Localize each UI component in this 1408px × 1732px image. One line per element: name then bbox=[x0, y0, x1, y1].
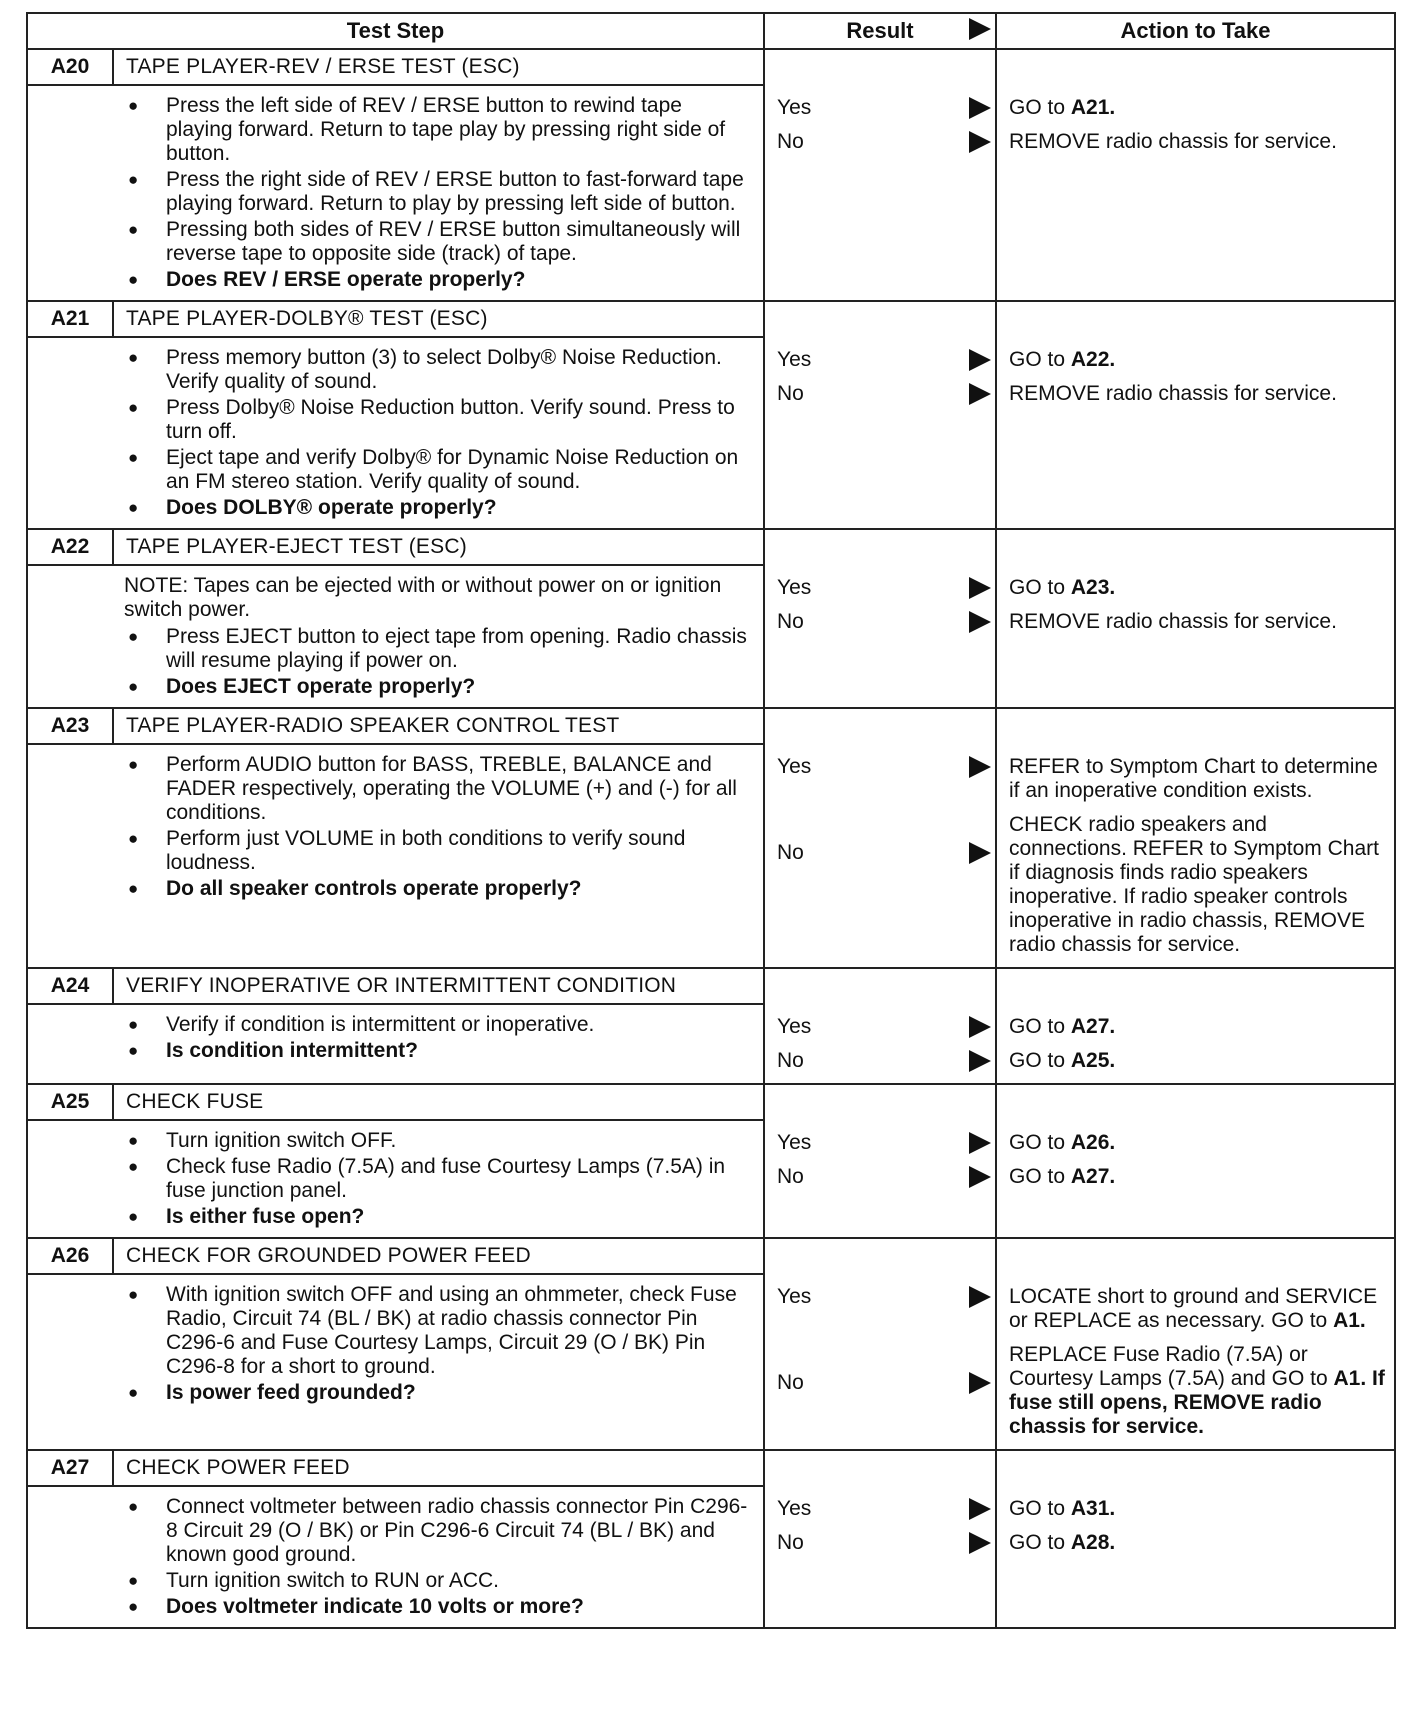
table-row bbox=[27, 1238, 1395, 1450]
result-cell bbox=[764, 1450, 996, 1628]
result-cell bbox=[764, 1084, 996, 1238]
diagnostic-table-sheet bbox=[26, 12, 1394, 1629]
result-cell bbox=[764, 301, 996, 529]
test-step-cell bbox=[27, 49, 764, 301]
result-cell bbox=[764, 49, 996, 301]
action-no-text: REMOVE radio chassis for service. bbox=[1009, 382, 1337, 405]
action-no-text: GO to bbox=[1009, 1049, 1071, 1072]
result-yes bbox=[765, 348, 995, 372]
action-yes-text: GO to bbox=[1009, 576, 1071, 599]
action-no-step-ref: A28. bbox=[1070, 1531, 1116, 1554]
arrow-right-icon bbox=[969, 1132, 991, 1154]
action-no-text: GO to bbox=[1009, 1165, 1071, 1188]
action-yes-step-ref: A31. bbox=[1070, 1497, 1116, 1520]
action-yes bbox=[997, 1131, 1394, 1155]
action-yes bbox=[997, 1015, 1394, 1039]
table-header-row bbox=[27, 13, 1395, 49]
action-no bbox=[997, 610, 1394, 634]
action-no bbox=[997, 382, 1394, 406]
step-bullet: ● Connect voltmeter between radio chassis connector Pin C296-8 Circuit 29 (O / BK) or Pin C296-6 Circuit 74 (BL / BK) and known good ground. bbox=[128, 1495, 749, 1567]
step-body bbox=[28, 338, 763, 528]
action-no-text: REPLACE Fuse Radio (7.5A) or Courtesy Lamps (7.5A) and GO to bbox=[1009, 1343, 1334, 1390]
arrow-right-icon bbox=[969, 842, 991, 864]
result-yes bbox=[765, 96, 995, 120]
arrow-right-icon bbox=[969, 611, 991, 633]
step-body bbox=[28, 86, 763, 300]
test-step-cell bbox=[27, 529, 764, 708]
arrow-right-icon bbox=[969, 1286, 991, 1308]
step-header bbox=[28, 530, 763, 566]
result-no bbox=[765, 1165, 995, 1189]
action-yes-step-ref: A21. bbox=[1070, 96, 1116, 119]
result-cell bbox=[764, 529, 996, 708]
step-header bbox=[28, 969, 763, 1005]
table-row bbox=[27, 708, 1395, 968]
action-yes-step-ref: A27. bbox=[1070, 1015, 1116, 1038]
result-no bbox=[765, 841, 995, 865]
step-bullet: ● Eject tape and verify Dolby® for Dynamic Noise Reduction on an FM stereo station. Verify quality of sound. bbox=[128, 446, 749, 494]
step-body bbox=[28, 1275, 763, 1413]
step-header bbox=[28, 302, 763, 338]
step-bullet: ● Press memory button (3) to select Dolby® Noise Reduction. Verify quality of sound. bbox=[128, 346, 749, 394]
action-no bbox=[997, 130, 1394, 154]
result-no-label: No bbox=[777, 1531, 804, 1554]
arrow-right-icon bbox=[969, 1372, 991, 1394]
result-no-label: No bbox=[777, 841, 804, 864]
step-body bbox=[28, 1487, 763, 1627]
table-row bbox=[27, 1450, 1395, 1628]
result-no-label: No bbox=[777, 1049, 804, 1072]
arrow-right-icon bbox=[969, 383, 991, 405]
step-title: CHECK FOR GROUNDED POWER FEED bbox=[126, 1244, 531, 1267]
step-header bbox=[28, 1451, 763, 1487]
step-header bbox=[28, 1085, 763, 1121]
action-no-text: REMOVE radio chassis for service. bbox=[1009, 610, 1337, 633]
step-question: ● Does EJECT operate properly? bbox=[128, 675, 749, 699]
step-title: TAPE PLAYER-EJECT TEST (ESC) bbox=[126, 535, 467, 558]
result-no bbox=[765, 1049, 995, 1073]
arrow-right-icon bbox=[969, 97, 991, 119]
action-no-text: REMOVE radio chassis for service. bbox=[1009, 130, 1337, 153]
header-action: Action to Take bbox=[996, 13, 1395, 49]
action-cell bbox=[996, 301, 1395, 529]
arrow-right-icon bbox=[969, 18, 991, 40]
step-body bbox=[28, 1005, 763, 1071]
step-title: CHECK POWER FEED bbox=[126, 1456, 350, 1479]
action-yes-text: GO to bbox=[1009, 1131, 1071, 1154]
action-no bbox=[997, 1049, 1394, 1073]
table-row bbox=[27, 529, 1395, 708]
action-yes-text: LOCATE short to ground and SERVICE or REPLACE as necessary. GO to bbox=[1009, 1285, 1378, 1332]
pinpoint-test-table bbox=[26, 12, 1396, 1629]
step-title: VERIFY INOPERATIVE OR INTERMITTENT CONDITION bbox=[126, 974, 677, 997]
action-yes-text: GO to bbox=[1009, 96, 1071, 119]
arrow-right-icon bbox=[969, 1498, 991, 1520]
step-header bbox=[28, 709, 763, 745]
action-yes bbox=[997, 576, 1394, 600]
action-cell bbox=[996, 49, 1395, 301]
result-no bbox=[765, 1531, 995, 1555]
action-yes-step-ref: A26. bbox=[1070, 1131, 1116, 1154]
action-no-text: CHECK radio speakers and connections. REFER to Symptom Chart if diagnosis finds radio speakers inoperative. If radio speaker controls inoperative in radio chassis, REMOVE radio chassis for service. bbox=[1009, 813, 1379, 956]
action-no-step-ref: A1. bbox=[1333, 1367, 1367, 1390]
step-bullet: ● With ignition switch OFF and using an ohmmeter, check Fuse Radio, Circuit 74 (BL / BK) at radio chassis connector Pin C296-6 and Fuse Courtesy Lamps, Circuit 29 (O / BK) Pin C296-8 for a short to ground. bbox=[128, 1283, 749, 1379]
step-id: A24 bbox=[28, 969, 114, 1003]
step-bullet: ● Check fuse Radio (7.5A) and fuse Courtesy Lamps (7.5A) in fuse junction panel. bbox=[128, 1155, 749, 1203]
step-header bbox=[28, 50, 763, 86]
action-cell bbox=[996, 1238, 1395, 1450]
result-yes bbox=[765, 576, 995, 600]
action-yes-text: REFER to Symptom Chart to determine if an inoperative condition exists. bbox=[1009, 755, 1378, 802]
action-yes bbox=[997, 755, 1394, 803]
step-bullet: ● Pressing both sides of REV / ERSE button simultaneously will reverse tape to opposite side (track) of tape. bbox=[128, 218, 749, 266]
arrow-right-icon bbox=[969, 756, 991, 778]
step-bullet: ● Turn ignition switch to RUN or ACC. bbox=[128, 1569, 749, 1593]
action-yes-text: GO to bbox=[1009, 1497, 1071, 1520]
action-cell bbox=[996, 1450, 1395, 1628]
result-yes-label: Yes bbox=[777, 576, 812, 599]
result-no bbox=[765, 130, 995, 154]
step-question: ● Does REV / ERSE operate properly? bbox=[128, 268, 749, 292]
table-row bbox=[27, 49, 1395, 301]
step-question: ● Does voltmeter indicate 10 volts or more? bbox=[128, 1595, 749, 1619]
step-question: ● Do all speaker controls operate properly? bbox=[128, 877, 749, 901]
result-no-label: No bbox=[777, 1165, 804, 1188]
step-bullet: ● Turn ignition switch OFF. bbox=[128, 1129, 749, 1153]
result-yes-label: Yes bbox=[777, 96, 812, 119]
step-note: NOTE: Tapes can be ejected with or without power on or ignition switch power. bbox=[124, 574, 722, 621]
step-title: TAPE PLAYER-REV / ERSE TEST (ESC) bbox=[126, 55, 520, 78]
action-no bbox=[997, 1165, 1394, 1189]
header-test-step: Test Step bbox=[27, 13, 764, 49]
action-cell bbox=[996, 968, 1395, 1084]
action-no-text: GO to bbox=[1009, 1531, 1071, 1554]
test-step-cell bbox=[27, 968, 764, 1084]
result-no bbox=[765, 610, 995, 634]
arrow-right-icon bbox=[969, 577, 991, 599]
action-no bbox=[997, 1531, 1394, 1555]
result-yes-label: Yes bbox=[777, 755, 812, 778]
action-yes bbox=[997, 348, 1394, 372]
step-id: A23 bbox=[28, 709, 114, 743]
result-yes bbox=[765, 755, 995, 779]
result-cell bbox=[764, 708, 996, 968]
table-row bbox=[27, 1084, 1395, 1238]
result-yes bbox=[765, 1497, 995, 1521]
action-cell bbox=[996, 1084, 1395, 1238]
result-no-label: No bbox=[777, 610, 804, 633]
action-yes-text: GO to bbox=[1009, 1015, 1071, 1038]
action-no bbox=[997, 1343, 1394, 1439]
step-body bbox=[28, 1121, 763, 1237]
result-no-label: No bbox=[777, 382, 804, 405]
step-bullet: ● Press the right side of REV / ERSE button to fast-forward tape playing forward. Return to play by pressing left side of button. bbox=[128, 168, 749, 216]
step-bullet: ● Perform AUDIO button for BASS, TREBLE, BALANCE and FADER respectively, operating the VOLUME (+) and (-) for all conditions. bbox=[128, 753, 749, 825]
step-question: ● Is either fuse open? bbox=[128, 1205, 749, 1229]
test-step-cell bbox=[27, 1450, 764, 1628]
result-no bbox=[765, 382, 995, 406]
step-bullet: ● Verify if condition is intermittent or inoperative. bbox=[128, 1013, 749, 1037]
header-result bbox=[764, 13, 996, 49]
action-yes bbox=[997, 96, 1394, 120]
step-title: TAPE PLAYER-DOLBY® TEST (ESC) bbox=[126, 307, 488, 330]
step-id: A26 bbox=[28, 1239, 114, 1273]
result-yes-label: Yes bbox=[777, 1497, 812, 1520]
step-bullet: ● Press Dolby® Noise Reduction button. Verify sound. Press to turn off. bbox=[128, 396, 749, 444]
step-question: ● Is power feed grounded? bbox=[128, 1381, 749, 1405]
action-cell bbox=[996, 529, 1395, 708]
action-yes-step-ref: A23. bbox=[1070, 576, 1116, 599]
result-cell bbox=[764, 1238, 996, 1450]
test-step-cell bbox=[27, 301, 764, 529]
step-body bbox=[28, 566, 763, 707]
action-yes bbox=[997, 1285, 1394, 1333]
arrow-right-icon bbox=[969, 1016, 991, 1038]
step-bullet: ● Press the left side of REV / ERSE button to rewind tape playing forward. Return to tape play by pressing right side of button. bbox=[128, 94, 749, 166]
step-id: A21 bbox=[28, 302, 114, 336]
result-no bbox=[765, 1371, 995, 1395]
header-result-label: Result bbox=[846, 18, 914, 43]
action-yes-step-ref: A22. bbox=[1070, 348, 1116, 371]
step-bullet: ● Perform just VOLUME in both conditions to verify sound loudness. bbox=[128, 827, 749, 875]
step-id: A25 bbox=[28, 1085, 114, 1119]
arrow-right-icon bbox=[969, 1166, 991, 1188]
step-body bbox=[28, 745, 763, 909]
step-title: TAPE PLAYER-RADIO SPEAKER CONTROL TEST bbox=[126, 714, 620, 737]
step-header bbox=[28, 1239, 763, 1275]
result-yes-label: Yes bbox=[777, 1015, 812, 1038]
result-yes-label: Yes bbox=[777, 348, 812, 371]
action-no-step-ref: A27. bbox=[1070, 1165, 1116, 1188]
result-yes-label: Yes bbox=[777, 1131, 812, 1154]
test-step-cell bbox=[27, 1238, 764, 1450]
action-no bbox=[997, 813, 1394, 957]
result-yes bbox=[765, 1015, 995, 1039]
step-title: CHECK FUSE bbox=[126, 1090, 264, 1113]
result-yes-label: Yes bbox=[777, 1285, 812, 1308]
table-row bbox=[27, 301, 1395, 529]
step-id: A20 bbox=[28, 50, 114, 84]
step-bullet: ● Press EJECT button to eject tape from opening. Radio chassis will resume playing if power on. bbox=[128, 625, 749, 673]
action-yes bbox=[997, 1497, 1394, 1521]
result-yes bbox=[765, 1131, 995, 1155]
step-question: ● Is condition intermittent? bbox=[128, 1039, 749, 1063]
test-step-cell bbox=[27, 1084, 764, 1238]
test-step-cell bbox=[27, 708, 764, 968]
result-no-label: No bbox=[777, 130, 804, 153]
step-question: ● Does DOLBY® operate properly? bbox=[128, 496, 749, 520]
action-yes-text: GO to bbox=[1009, 348, 1071, 371]
arrow-right-icon bbox=[969, 1050, 991, 1072]
result-no-label: No bbox=[777, 1371, 804, 1394]
result-cell bbox=[764, 968, 996, 1084]
arrow-right-icon bbox=[969, 1532, 991, 1554]
action-cell bbox=[996, 708, 1395, 968]
action-yes-step-ref: A1. bbox=[1333, 1309, 1366, 1332]
action-no-suffix: If fuse still opens, REMOVE radio chassis for service. bbox=[1009, 1367, 1385, 1438]
arrow-right-icon bbox=[969, 349, 991, 371]
table-row bbox=[27, 968, 1395, 1084]
arrow-right-icon bbox=[969, 131, 991, 153]
action-no-step-ref: A25. bbox=[1070, 1049, 1116, 1072]
result-yes bbox=[765, 1285, 995, 1309]
step-id: A27 bbox=[28, 1451, 114, 1485]
step-id: A22 bbox=[28, 530, 114, 564]
